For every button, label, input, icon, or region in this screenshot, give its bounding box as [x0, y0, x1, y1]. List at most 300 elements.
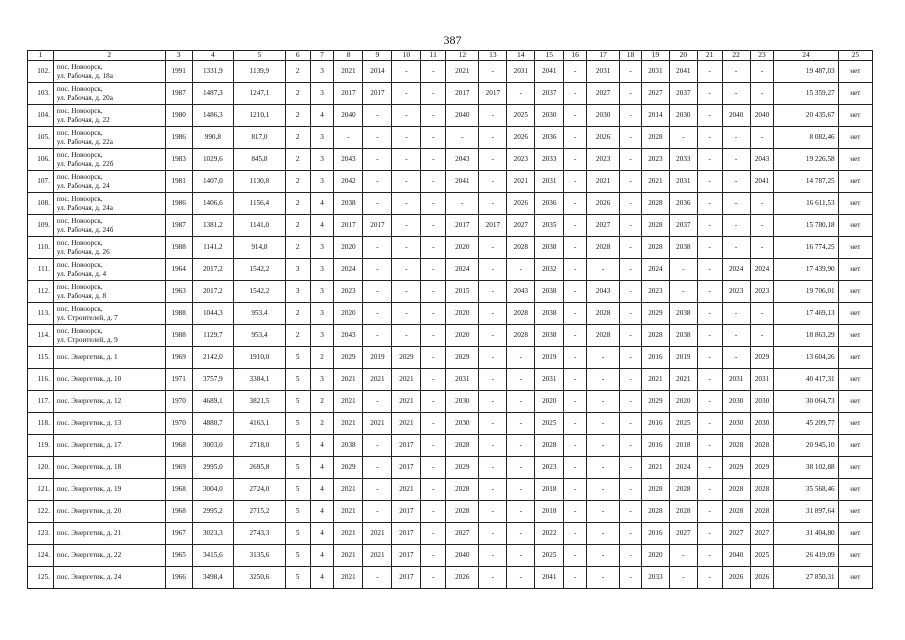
table-cell: 2033 [535, 149, 564, 171]
table-cell: 2017 [446, 215, 479, 237]
table-cell: 2743,3 [234, 523, 286, 545]
column-header: 7 [310, 51, 334, 61]
table-cell: - [479, 171, 507, 193]
table-cell: - [479, 523, 507, 545]
table-cell: 2037 [535, 83, 564, 105]
table-cell: - [446, 127, 479, 149]
table-cell: - [697, 347, 722, 369]
table-cell: 1969 [165, 457, 192, 479]
table-cell: 2020 [334, 303, 363, 325]
address-line-1: пос. Новоорск, [56, 151, 103, 159]
address-line-2: ул. Строителей, д. 7 [56, 313, 118, 322]
table-row [28, 281, 873, 303]
table-cell: 2026 [507, 127, 535, 149]
table-cell: - [564, 83, 587, 105]
table-cell: 1029,6 [192, 149, 233, 171]
table-cell: - [697, 501, 722, 523]
table-cell: 2027 [750, 523, 774, 545]
table-cell: 914,8 [234, 237, 286, 259]
table-body [28, 61, 873, 589]
table-cell: - [507, 567, 535, 589]
table-cell: 2035 [535, 215, 564, 237]
table-cell: - [722, 237, 750, 259]
table-cell: - [697, 303, 722, 325]
table-cell: 2 [285, 127, 310, 149]
table-cell: - [363, 171, 392, 193]
address-line-2: ул. Рабочая, д. 24а [56, 203, 113, 212]
table-cell: 1988 [165, 237, 192, 259]
table-cell: - [507, 347, 535, 369]
table-cell: - [363, 237, 392, 259]
table-cell: 2023 [507, 149, 535, 171]
table-cell: - [620, 149, 642, 171]
column-header: 10 [392, 51, 421, 61]
table-cell: 2028 [641, 193, 669, 215]
table-cell: - [363, 105, 392, 127]
table-cell: - [421, 127, 446, 149]
address-cell [53, 105, 165, 127]
address-line-1: пос. Новоорск, [56, 261, 103, 269]
table-cell: 2028 [750, 501, 774, 523]
status-cell: нет [838, 325, 872, 347]
table-cell: 2 [310, 413, 334, 435]
table-cell: 2019 [363, 347, 392, 369]
address-cell [53, 457, 165, 479]
table-cell: - [421, 369, 446, 391]
address-line-2: ул. Рабочая, д. 22а [56, 137, 113, 146]
table-cell: 4 [310, 105, 334, 127]
address-cell [53, 171, 165, 193]
row-number: 108. [28, 193, 54, 215]
table-cell: 2023 [587, 149, 620, 171]
table-cell: 2021 [334, 545, 363, 567]
table-cell: 2037 [669, 215, 697, 237]
address-line-1: пос. Энергетик, д. 24 [56, 573, 122, 582]
table-cell: - [750, 61, 774, 83]
table-cell: 2017 [479, 83, 507, 105]
address-cell [53, 83, 165, 105]
table-row [28, 523, 873, 545]
table-cell: 2027 [669, 523, 697, 545]
table-cell: - [392, 259, 421, 281]
table-cell: 2028 [446, 479, 479, 501]
status-cell: нет [838, 105, 872, 127]
table-cell: - [564, 325, 587, 347]
address-line-2: ул. Рабочая, д. 22б [56, 159, 114, 168]
table-cell: 1156,4 [234, 193, 286, 215]
table-cell: 2021 [392, 479, 421, 501]
table-cell: 2028 [535, 435, 564, 457]
address-line-1: пос. Новоорск, [56, 129, 103, 137]
table-cell: - [363, 281, 392, 303]
table-cell: - [669, 127, 697, 149]
table-cell: - [750, 325, 774, 347]
address-cell [53, 149, 165, 171]
table-cell: - [507, 435, 535, 457]
table-cell: 2031 [669, 171, 697, 193]
table-cell: 1965 [165, 545, 192, 567]
table-cell: 2040 [722, 105, 750, 127]
table-cell: 1986 [165, 193, 192, 215]
table-cell: 2031 [446, 369, 479, 391]
column-header: 25 [838, 51, 872, 61]
table-cell: 2040 [334, 105, 363, 127]
address-line-2: ул. Рабочая, д. 18а [56, 71, 113, 80]
table-cell: - [620, 127, 642, 149]
address-line-2: ул. Рабочая, д. 22 [56, 115, 110, 124]
row-number: 112. [28, 281, 54, 303]
table-cell: - [722, 193, 750, 215]
table-cell: 2021 [334, 501, 363, 523]
table-row [28, 171, 873, 193]
table-cell: - [564, 259, 587, 281]
table-cell: 2 [285, 83, 310, 105]
table-cell: - [587, 523, 620, 545]
row-number: 122. [28, 501, 54, 523]
table-cell: 2028 [587, 325, 620, 347]
table-cell: 2038 [535, 325, 564, 347]
table-cell: 2023 [722, 281, 750, 303]
table-cell: 2024 [446, 259, 479, 281]
table-cell: 3498,4 [192, 567, 233, 589]
table-cell: 2042 [334, 171, 363, 193]
table-cell: 2 [285, 325, 310, 347]
table-cell: 3 [310, 259, 334, 281]
column-header: 14 [507, 51, 535, 61]
table-cell: 2016 [641, 435, 669, 457]
table-cell: 2021 [587, 171, 620, 193]
table-cell: 1141,0 [234, 215, 286, 237]
address-line-1: пос. Энергетик, д. 21 [56, 529, 122, 538]
cost-cell: 40 417,31 [774, 369, 838, 391]
table-cell: 1967 [165, 523, 192, 545]
table-cell: 2027 [587, 215, 620, 237]
table-cell: 2028 [669, 501, 697, 523]
table-cell: 2 [285, 193, 310, 215]
table-cell: 5 [285, 567, 310, 589]
table-cell: 1970 [165, 413, 192, 435]
table-cell: 2029 [641, 303, 669, 325]
table-cell: - [392, 127, 421, 149]
table-cell: - [620, 523, 642, 545]
table-cell: - [392, 193, 421, 215]
table-cell: - [697, 83, 722, 105]
column-header: 12 [446, 51, 479, 61]
table-cell: - [620, 545, 642, 567]
table-cell: 2041 [446, 171, 479, 193]
row-number: 117. [28, 391, 54, 413]
table-cell: 2021 [446, 61, 479, 83]
table-cell: 2028 [446, 435, 479, 457]
cost-cell: 27 850,31 [774, 567, 838, 589]
address-cell [53, 347, 165, 369]
table-cell: 2018 [669, 435, 697, 457]
table-cell: - [669, 567, 697, 589]
table-cell: 1968 [165, 501, 192, 523]
table-cell: - [697, 391, 722, 413]
table-cell: - [587, 391, 620, 413]
table-cell: 2030 [750, 413, 774, 435]
table-cell: - [421, 215, 446, 237]
table-cell: 2017 [334, 215, 363, 237]
status-cell: нет [838, 193, 872, 215]
address-cell [53, 303, 165, 325]
table-cell: 4 [310, 435, 334, 457]
cost-cell: 31 897,64 [774, 501, 838, 523]
table-cell: 3384,1 [234, 369, 286, 391]
table-cell: - [620, 193, 642, 215]
cost-cell: 20 945,10 [774, 435, 838, 457]
table-cell: 2043 [334, 325, 363, 347]
table-cell: 3 [310, 369, 334, 391]
table-cell: - [587, 259, 620, 281]
table-cell: 2028 [669, 479, 697, 501]
table-cell: 2017 [392, 545, 421, 567]
table-cell: - [479, 303, 507, 325]
row-number: 118. [28, 413, 54, 435]
table-cell: 5 [285, 501, 310, 523]
table-cell: - [421, 303, 446, 325]
table-cell: - [421, 435, 446, 457]
table-cell: 2 [285, 61, 310, 83]
column-header: 13 [479, 51, 507, 61]
cost-cell: 26 419,09 [774, 545, 838, 567]
row-number: 103. [28, 83, 54, 105]
table-cell: 1381,2 [192, 215, 233, 237]
cost-cell: 17 469,13 [774, 303, 838, 325]
table-cell: 2028 [722, 479, 750, 501]
row-number: 106. [28, 149, 54, 171]
table-cell: - [507, 369, 535, 391]
address-cell [53, 325, 165, 347]
table-cell: 2043 [334, 149, 363, 171]
table-cell: 3821,5 [234, 391, 286, 413]
table-cell: - [392, 281, 421, 303]
table-cell: 2021 [363, 369, 392, 391]
table-cell: 2025 [750, 545, 774, 567]
cost-cell: 8 082,46 [774, 127, 838, 149]
table-cell: 5 [285, 435, 310, 457]
table-cell: 2025 [669, 413, 697, 435]
table-cell: 2024 [722, 259, 750, 281]
table-cell: 2017 [392, 501, 421, 523]
address-cell [53, 501, 165, 523]
cost-cell: 38 102,88 [774, 457, 838, 479]
row-number: 119. [28, 435, 54, 457]
table-cell: - [620, 501, 642, 523]
status-cell: нет [838, 369, 872, 391]
table-cell: 4 [310, 457, 334, 479]
table-cell: 2038 [669, 325, 697, 347]
table-cell: 2027 [722, 523, 750, 545]
table-cell: 2014 [641, 105, 669, 127]
table-cell: 2021 [334, 369, 363, 391]
table-cell: - [620, 61, 642, 83]
table-cell: - [722, 215, 750, 237]
cost-cell: 14 787,25 [774, 171, 838, 193]
table-row [28, 303, 873, 325]
row-number: 102. [28, 61, 54, 83]
address-cell [53, 567, 165, 589]
table-cell: - [363, 391, 392, 413]
table-cell: - [697, 215, 722, 237]
table-cell: 2038 [669, 237, 697, 259]
table-cell: 2024 [334, 259, 363, 281]
table-cell: 1910,0 [234, 347, 286, 369]
table-cell: 2021 [392, 391, 421, 413]
table-cell: 2026 [750, 567, 774, 589]
status-cell: нет [838, 501, 872, 523]
data-table [27, 50, 873, 589]
table-cell: - [363, 501, 392, 523]
table-cell: 1970 [165, 391, 192, 413]
table-cell: 2031 [535, 369, 564, 391]
table-cell: - [479, 127, 507, 149]
table-cell: 1968 [165, 435, 192, 457]
table-cell: 2 [285, 237, 310, 259]
table-cell: 2026 [587, 193, 620, 215]
cost-cell: 20 435,67 [774, 105, 838, 127]
table-cell: 2043 [507, 281, 535, 303]
row-number: 105. [28, 127, 54, 149]
row-number: 114. [28, 325, 54, 347]
table-cell: 2028 [641, 237, 669, 259]
table-cell: - [479, 435, 507, 457]
table-cell: - [507, 479, 535, 501]
table-cell: 2017 [446, 83, 479, 105]
address-cell [53, 479, 165, 501]
table-cell: - [363, 325, 392, 347]
table-cell: 953,4 [234, 325, 286, 347]
table-cell: 2021 [641, 369, 669, 391]
table-cell: - [392, 61, 421, 83]
address-cell [53, 237, 165, 259]
table-cell: - [620, 215, 642, 237]
table-cell: 5 [285, 413, 310, 435]
table-cell: 2021 [334, 413, 363, 435]
table-cell: - [421, 479, 446, 501]
table-cell: - [620, 105, 642, 127]
table-cell: - [421, 61, 446, 83]
table-cell: - [479, 391, 507, 413]
table-cell: 2028 [507, 237, 535, 259]
table-cell: - [479, 567, 507, 589]
table-cell: 2029 [446, 457, 479, 479]
status-cell: нет [838, 391, 872, 413]
table-cell: - [479, 457, 507, 479]
table-cell: 2031 [722, 369, 750, 391]
table-cell: - [750, 303, 774, 325]
address-line-2: ул. Рабочая, д. 24 [56, 181, 110, 190]
table-cell: - [421, 457, 446, 479]
address-line-1: пос. Новоорск, [56, 305, 103, 313]
cost-cell: 31 404,80 [774, 523, 838, 545]
table-cell: - [697, 105, 722, 127]
cost-cell: 16 611,53 [774, 193, 838, 215]
table-cell: 2040 [722, 545, 750, 567]
status-cell: нет [838, 567, 872, 589]
table-row [28, 259, 873, 281]
table-cell: 2016 [641, 413, 669, 435]
address-line-1: пос. Энергетик, д. 20 [56, 507, 122, 516]
table-cell: 2715,2 [234, 501, 286, 523]
table-cell: 2020 [446, 303, 479, 325]
table-cell: - [620, 259, 642, 281]
address-cell [53, 435, 165, 457]
table-cell: - [564, 501, 587, 523]
table-cell: - [564, 369, 587, 391]
table-cell: 4 [310, 523, 334, 545]
table-cell: - [620, 237, 642, 259]
table-cell: 3003,0 [192, 435, 233, 457]
cost-cell: 17 439,90 [774, 259, 838, 281]
table-cell: 5 [285, 545, 310, 567]
table-cell: 3023,3 [192, 523, 233, 545]
table-cell: 4 [310, 479, 334, 501]
table-cell: - [564, 413, 587, 435]
address-line-1: пос. Энергетик, д. 17 [56, 441, 122, 450]
table-cell: 2 [285, 303, 310, 325]
table-cell: - [363, 435, 392, 457]
column-header: 2 [53, 51, 165, 61]
table-cell: 2031 [587, 61, 620, 83]
cost-cell: 19 706,01 [774, 281, 838, 303]
column-header: 5 [234, 51, 286, 61]
table-row [28, 391, 873, 413]
column-header: 22 [722, 51, 750, 61]
address-line-2: ул. Рабочая, д. 4 [56, 269, 107, 278]
table-cell: 2043 [587, 281, 620, 303]
table-cell: - [479, 501, 507, 523]
table-cell: 2033 [641, 567, 669, 589]
table-cell: 2026 [587, 127, 620, 149]
table-cell: - [564, 127, 587, 149]
table-cell: - [421, 413, 446, 435]
address-line-1: пос. Новоорск, [56, 239, 103, 247]
table-cell: - [697, 567, 722, 589]
table-cell: 2020 [641, 545, 669, 567]
table-cell: - [697, 193, 722, 215]
table-cell: - [507, 501, 535, 523]
table-cell: - [620, 413, 642, 435]
table-cell: 1963 [165, 281, 192, 303]
cost-cell: 18 863,29 [774, 325, 838, 347]
table-cell: - [421, 193, 446, 215]
address-line-1: пос. Энергетик, д. 13 [56, 419, 122, 428]
table-cell: 2017 [392, 523, 421, 545]
cost-cell: 16 774,25 [774, 237, 838, 259]
table-cell: - [392, 303, 421, 325]
row-number: 109. [28, 215, 54, 237]
table-cell: 2021 [363, 545, 392, 567]
table-row [28, 61, 873, 83]
column-header: 9 [363, 51, 392, 61]
table-cell: 3 [310, 149, 334, 171]
address-cell [53, 259, 165, 281]
status-cell: нет [838, 303, 872, 325]
table-cell: - [620, 281, 642, 303]
cost-cell: 19 226,58 [774, 149, 838, 171]
table-cell: 2020 [446, 237, 479, 259]
table-cell: 3250,6 [234, 567, 286, 589]
table-cell: 1983 [165, 149, 192, 171]
address-line-1: пос. Энергетик, д. 18 [56, 463, 122, 472]
table-cell: - [564, 215, 587, 237]
column-header: 17 [587, 51, 620, 61]
table-cell: - [507, 457, 535, 479]
table-cell: - [479, 237, 507, 259]
table-cell: 2031 [750, 369, 774, 391]
